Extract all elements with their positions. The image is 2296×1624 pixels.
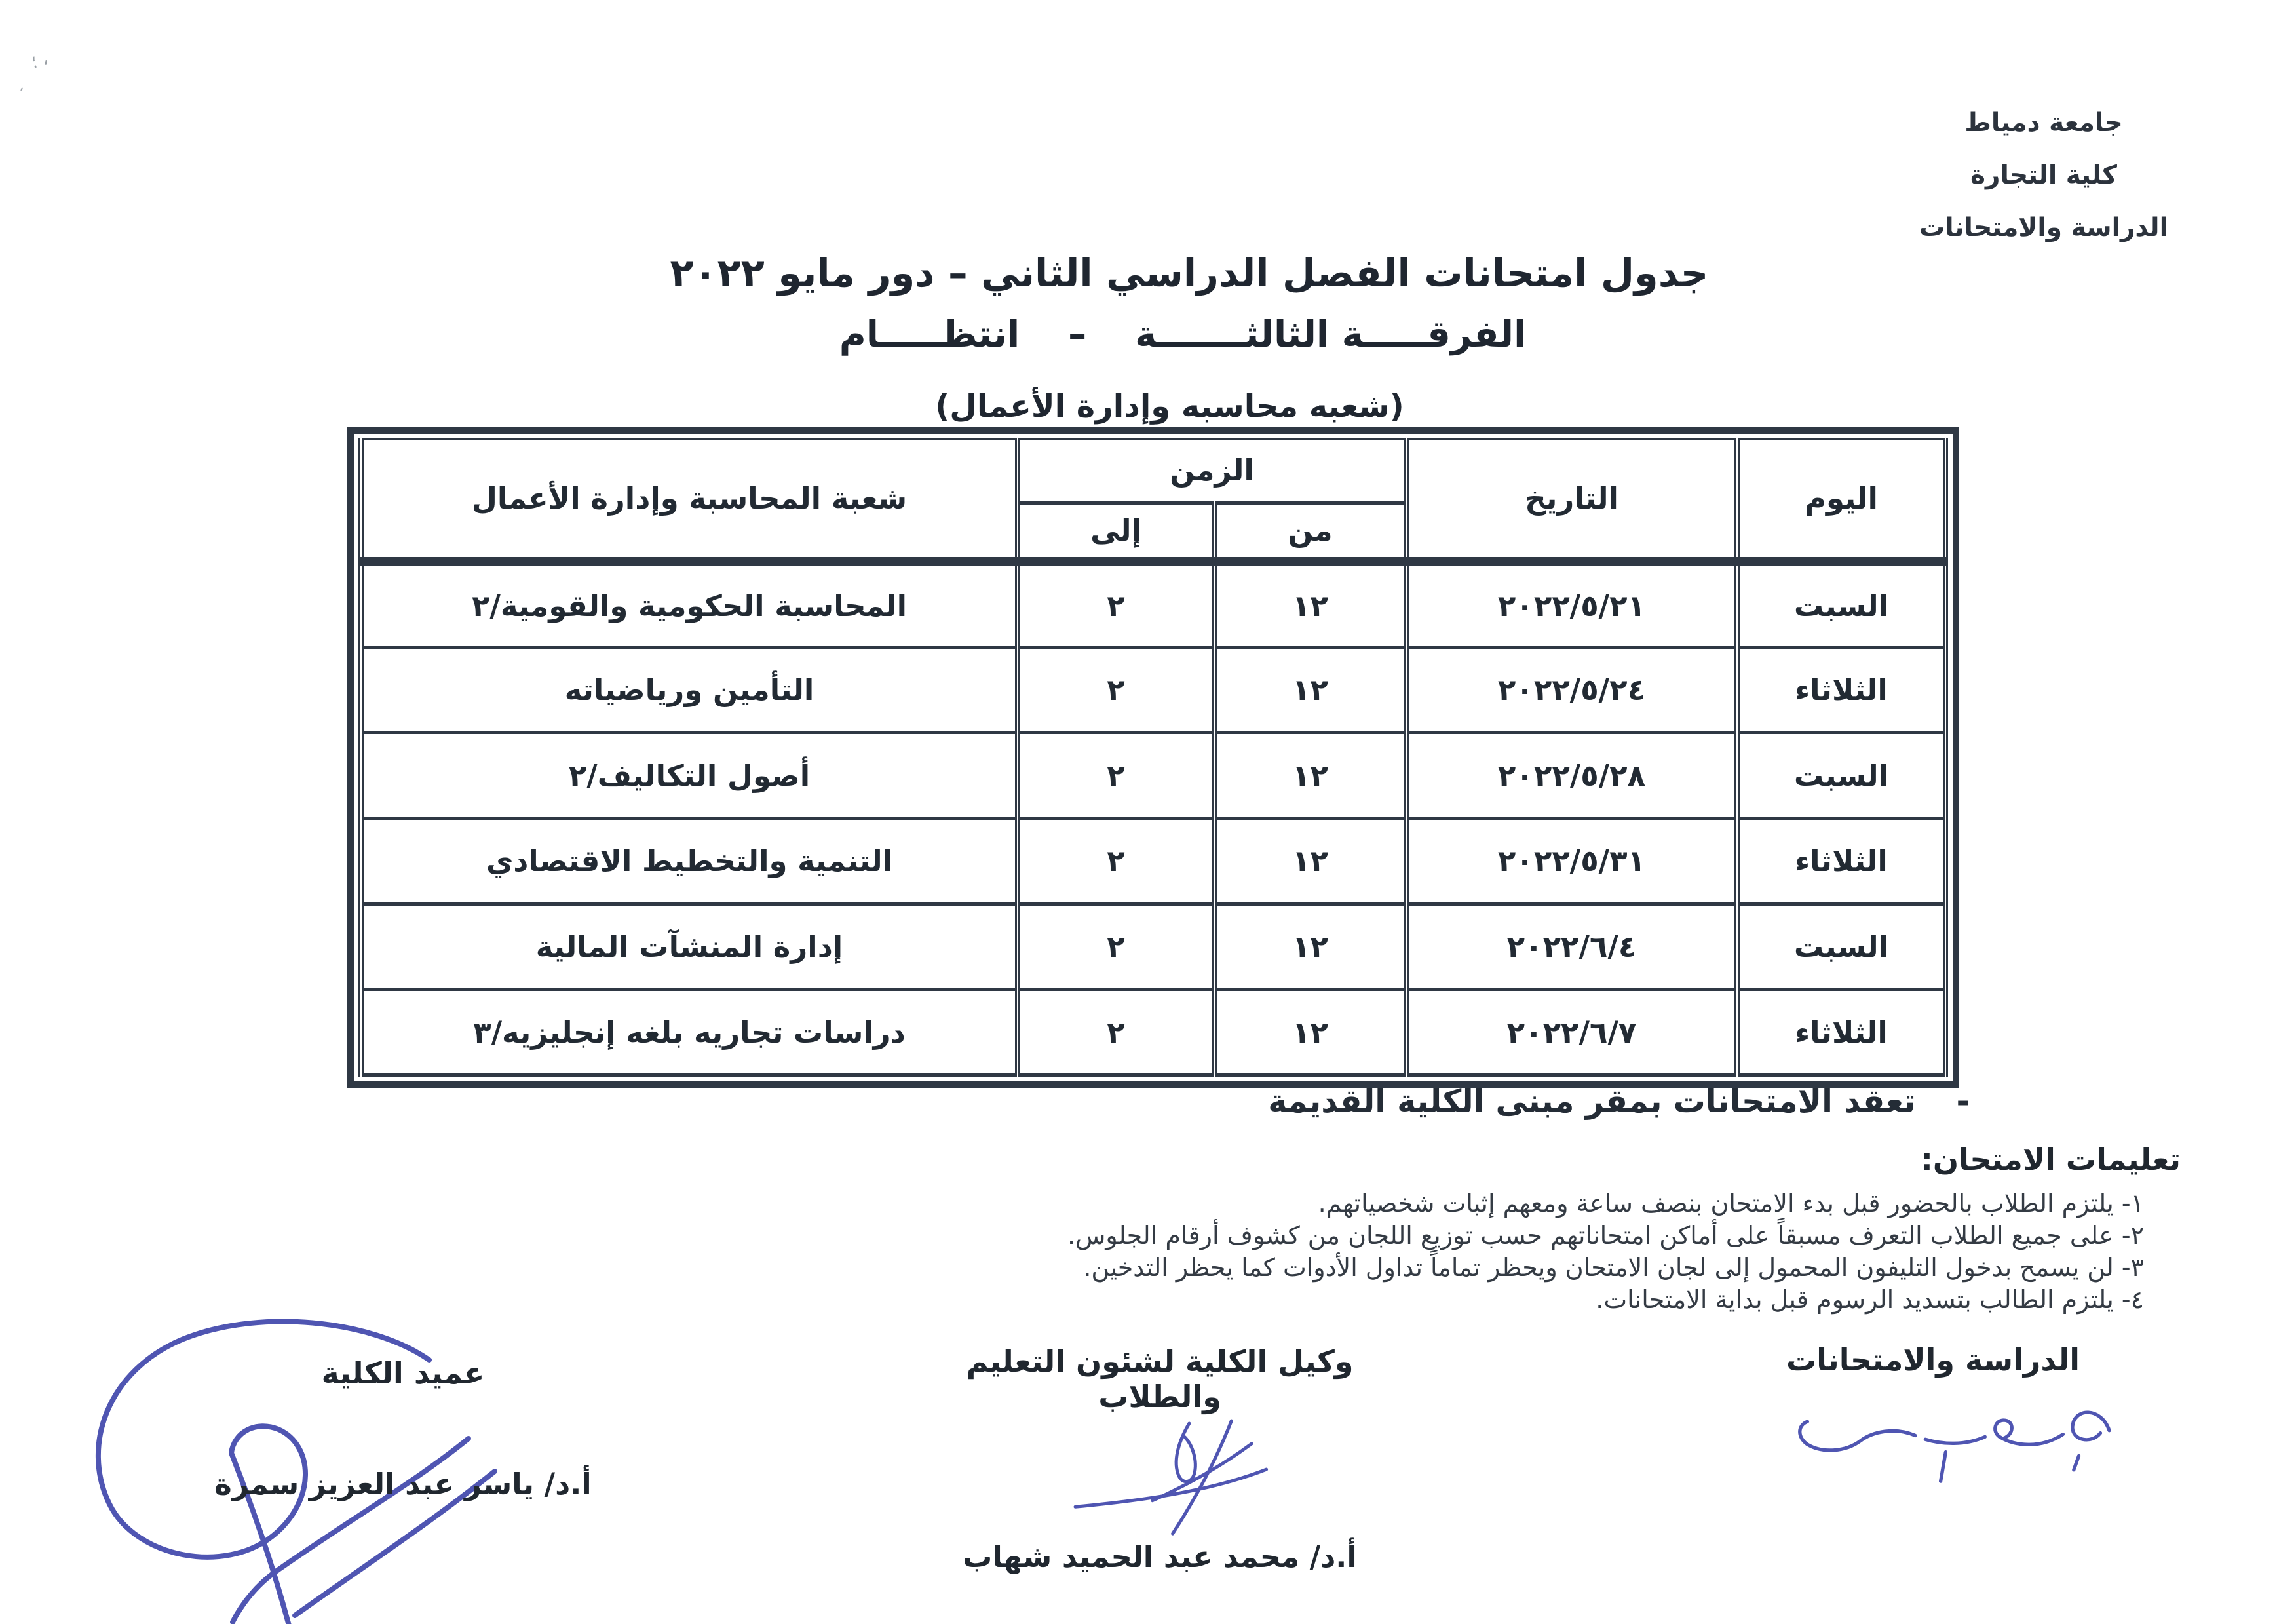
subject-cell: إدارة المنشآت المالية [361,904,1018,990]
subject-cell: المحاسبة الحكومية والقومية/٢ [361,562,1018,648]
vice-dean-name: أ.د/ محمد عبد الحميد شهاب [963,1539,1357,1574]
day-cell: السبت [1737,733,1945,819]
to-cell: ٢ [1018,733,1214,819]
vice-dean-signature [944,1414,1376,1536]
letterhead [1890,97,2198,254]
to-cell: ٢ [1018,818,1214,904]
grade-line [0,313,2296,356]
instruction-item: ٣- لن يسمح بدخول التليفون المحمول إلى لجان الامتحان ويحظر تماماً تداول الأدوات كما يحظر التدخين. [1083,1253,2144,1282]
table-row [361,818,1945,904]
instruction-item: ٤- يلتزم الطالب بتسديد الرسوم قبل بداية الامتحانات. [1596,1285,2144,1314]
day-cell: الثلاثاء [1737,647,1945,733]
subject-cell: التنمية والتخطيط الاقتصادي [361,818,1018,904]
day-cell: الثلاثاء [1737,990,1945,1075]
subject-cell: أصول التكاليف/٢ [361,733,1018,819]
section-title: (شعبه محاسبه وإدارة الأعمال) [935,388,1404,425]
instruction-item: ١- يلتزم الطلاب بالحضور قبل بدء الامتحان بنصف ساعة ومعهم إثبات شخصياتهم. [1318,1189,2144,1218]
note-dash: - [1956,1083,1970,1120]
instruction-item: ٢- على جميع الطلاب التعرف مسبقاً على أماكن امتحاناتهم حسب توزيع اللجان من كشوف أرقام الجلوس. [1067,1221,2144,1250]
date-cell: ٢٠٢٢/٦/٧ [1406,990,1737,1075]
table-row [361,733,1945,819]
header-time: الزمن [1018,440,1406,503]
letterhead-faculty: كلية التجارة [1970,161,2117,190]
from-cell: ١٢ [1214,562,1406,648]
note-text: تعقد الامتحانات بمقر مبنى الكلية القديمة [1268,1083,1916,1120]
grade-dash: – [1068,313,1087,356]
header-date: التاريخ [1406,440,1737,562]
letterhead-university: جامعة دمياط [1964,108,2123,138]
from-cell: ١٢ [1214,647,1406,733]
exam-schedule-table [347,427,1959,1088]
scanner-artifact: ، [18,78,26,96]
table-row [361,904,1945,990]
table-row [361,562,1945,648]
from-cell: ١٢ [1214,733,1406,819]
attendance-mode: انتظـــــام [839,313,1020,356]
exams-office-title: الدراسة والامتحانات [1786,1342,2080,1378]
date-cell: ٢٠٢٢/٥/٢٨ [1406,733,1737,819]
subject-cell: التأمين ورياضياته [361,647,1018,733]
date-cell: ٢٠٢٢/٥/٢١ [1406,562,1737,648]
date-cell: ٢٠٢٢/٥/٣١ [1406,818,1737,904]
signature-block-dean [174,1355,632,1501]
signature-block-exams-office [1736,1342,2130,1492]
to-cell: ٢ [1018,647,1214,733]
exams-office-signature [1736,1378,2130,1492]
from-cell: ١٢ [1214,818,1406,904]
date-cell: ٢٠٢٢/٦/٤ [1406,904,1737,990]
to-cell: ٢ [1018,562,1214,648]
to-cell: ٢ [1018,904,1214,990]
day-cell: السبت [1737,904,1945,990]
letterhead-office: الدراسة والامتحانات [1919,213,2168,242]
header-from: من [1214,503,1406,562]
scanner-artifact: ، ؛ [29,49,50,73]
day-cell: الثلاثاء [1737,818,1945,904]
exam-instructions [123,1142,2181,1316]
header-subject: شعبة المحاسبة وإدارة الأعمال [361,440,1018,562]
signature-block-vice-dean [930,1344,1389,1574]
schedule-title: جدول امتحانات الفصل الدراسي الثاني – دور مايو ٢٠٢٢ [670,250,1709,296]
dean-title: عميد الكلية [321,1355,485,1391]
table-row [361,990,1945,1075]
from-cell: ١٢ [1214,990,1406,1075]
exam-table [358,438,1948,1077]
subject-cell: دراسات تجاريه بلغه إنجليزيه/٣ [361,990,1018,1075]
date-cell: ٢٠٢٢/٥/٢٤ [1406,647,1737,733]
dean-name: أ.د/ ياسر عبد العزيز سمرة [214,1467,592,1501]
location-note [1268,1083,1970,1120]
day-cell: السبت [1737,562,1945,648]
to-cell: ٢ [1018,990,1214,1075]
grade-name: الفرقـــــة الثالثـــــــة [1135,313,1527,356]
header-day: اليوم [1737,440,1945,562]
header-to: إلى [1018,503,1214,562]
vice-dean-title: وكيل الكلية لشئون التعليم والطلاب [966,1344,1354,1414]
instructions-title: تعليمات الامتحان: [1921,1142,2181,1177]
from-cell: ١٢ [1214,904,1406,990]
table-header-row [361,440,1945,503]
table-row [361,647,1945,733]
